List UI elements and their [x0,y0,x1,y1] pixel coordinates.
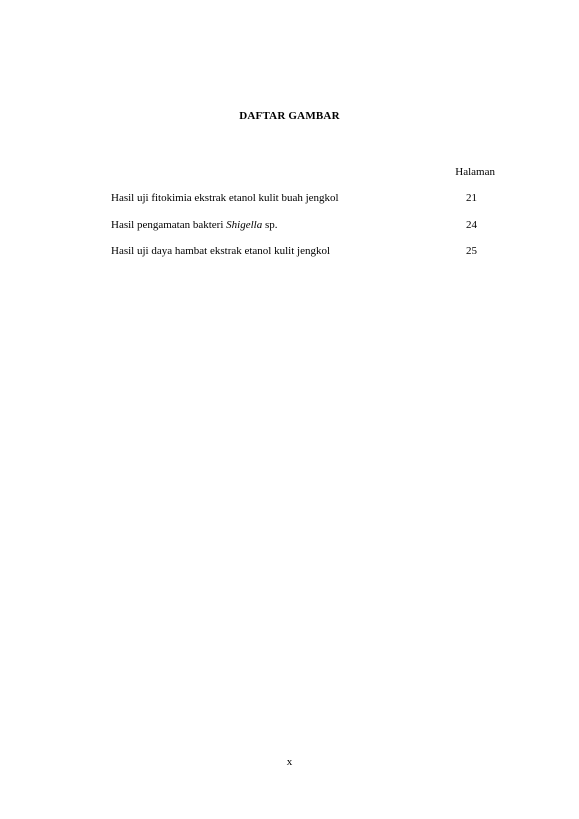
entry-caption [111,245,330,257]
list-item [111,192,495,208]
entry-caption-italic: Shigella [226,219,263,231]
page-number: x [286,756,293,768]
entry-caption-suffix: sp. [262,219,278,231]
page-column-header: Halaman [455,166,495,178]
entry-page-number: 24 [466,219,477,231]
entry-caption-text: Hasil pengamatan bakteri [111,219,227,231]
entry-caption [111,219,278,231]
entry-caption-text: Hasil uji daya hambat ekstrak etanol kulit jengkol [111,245,331,257]
entry-caption [111,192,339,204]
entry-page-number: 21 [466,192,477,204]
page-title: DAFTAR GAMBAR [239,110,340,122]
entry-caption-text: Hasil uji fitokimia ekstrak etanol kulit buah jengkol [111,192,339,204]
list-item [111,219,495,235]
entry-page-number: 25 [466,245,477,257]
list-item [111,245,495,261]
